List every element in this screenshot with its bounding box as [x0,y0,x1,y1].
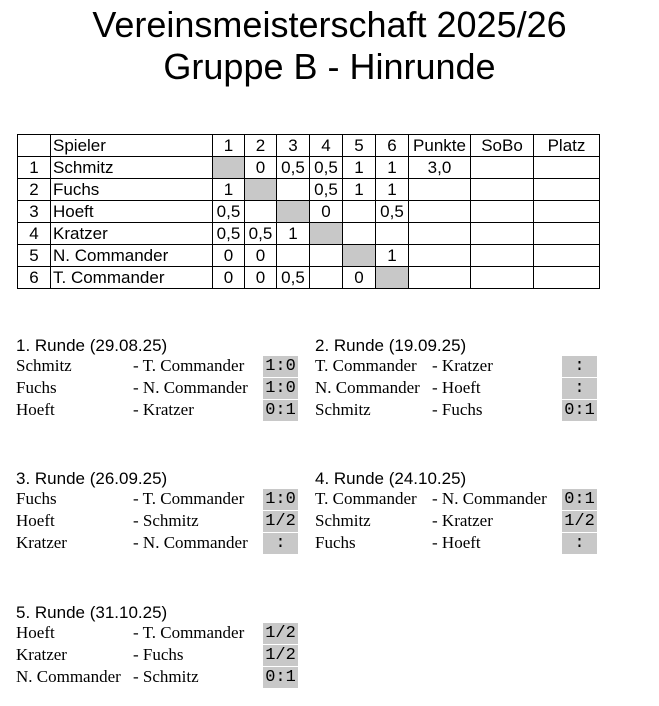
platz-cell [534,157,600,179]
white-player: Kratzer [16,645,67,664]
game-result: 1:0 [263,356,298,377]
table-header-row [18,135,600,157]
result-cell: 0,5 [277,157,310,179]
result-cell: 0 [310,201,343,223]
white-player: T. Commander [315,356,417,375]
game-row [16,377,301,399]
punkte-cell [409,245,471,267]
game-row [315,355,600,377]
result-cell [343,201,376,223]
row-number: 5 [18,245,51,267]
game-row [16,355,301,377]
white-player: Schmitz [315,400,371,419]
result-cell: 0,5 [376,201,409,223]
game-result: 1/2 [562,511,597,532]
result-cell [213,157,245,179]
result-cell [277,201,310,223]
black-player: - Kratzer [432,511,493,530]
punkte-cell [409,267,471,289]
result-cell: 0,5 [310,157,343,179]
game-row [315,377,600,399]
round-title: 2. Runde (19.09.25) [315,336,467,355]
white-player: Hoeft [16,623,55,642]
round-title: 1. Runde (29.08.25) [16,336,168,355]
game-row [16,532,301,554]
header-platz: Platz [534,135,600,157]
black-player: - Kratzer [133,400,194,419]
black-player: - T. Commander [133,489,245,508]
header-punkte: Punkte [409,135,471,157]
header-col-6: 6 [376,135,409,157]
result-cell [376,267,409,289]
black-player: - Fuchs [432,400,483,419]
result-cell: 0,5 [213,223,245,245]
black-player: - N. Commander [133,533,248,552]
sobo-cell [471,157,534,179]
result-cell: 1 [376,179,409,201]
game-row [16,488,301,510]
sobo-cell [471,267,534,289]
page-title: Vereinsmeisterschaft 2025/26 [92,4,567,45]
player-name: N. Commander [51,245,213,267]
row-number: 4 [18,223,51,245]
game-row [315,488,600,510]
game-row [16,510,301,532]
black-player: - Schmitz [133,667,199,686]
platz-cell [534,245,600,267]
result-cell [343,223,376,245]
white-player: Fuchs [16,489,57,508]
row-number: 3 [18,201,51,223]
white-player: Kratzer [16,533,67,552]
game-row [315,510,600,532]
white-player: N. Commander [315,378,420,397]
platz-cell [534,267,600,289]
game-row [315,532,600,554]
result-cell [310,267,343,289]
result-cell [310,223,343,245]
player-name: T. Commander [51,267,213,289]
player-name: Kratzer [51,223,213,245]
game-result: : [562,356,597,377]
result-cell: 0,5 [310,179,343,201]
game-row [16,399,301,421]
round-title: 5. Runde (31.10.25) [16,603,168,622]
result-cell: 1 [213,179,245,201]
row-number: 6 [18,267,51,289]
game-row [16,666,301,688]
sobo-cell [471,223,534,245]
white-player: Fuchs [315,533,356,552]
round-block [16,603,306,695]
sobo-cell [471,245,534,267]
row-number: 2 [18,179,51,201]
result-cell: 1 [376,245,409,267]
game-result: : [562,533,597,554]
player-name: Fuchs [51,179,213,201]
result-cell [310,245,343,267]
punkte-cell [409,223,471,245]
result-cell: 1 [343,157,376,179]
result-cell: 1 [343,179,376,201]
header-corner [18,135,51,157]
result-cell: 0 [213,245,245,267]
sobo-cell [471,179,534,201]
game-result: 1:0 [263,489,298,510]
result-cell: 0,5 [277,267,310,289]
punkte-cell: 3,0 [409,157,471,179]
black-player: - N. Commander [432,489,547,508]
header-sobo: SoBo [471,135,534,157]
player-name: Hoeft [51,201,213,223]
white-player: Hoeft [16,511,55,530]
round-block [315,336,605,428]
game-result: 1/2 [263,511,298,532]
game-row [16,644,301,666]
game-row [315,399,600,421]
table-row [18,179,600,201]
black-player: - N. Commander [133,378,248,397]
result-cell: 0 [213,267,245,289]
table-row [18,223,600,245]
result-cell: 0,5 [213,201,245,223]
round-block [16,336,306,428]
result-cell: 1 [277,223,310,245]
result-cell [245,179,277,201]
game-result: 0:1 [562,400,597,421]
punkte-cell [409,201,471,223]
white-player: Hoeft [16,400,55,419]
header-col-5: 5 [343,135,376,157]
white-player: Fuchs [16,378,57,397]
white-player: N. Commander [16,667,121,686]
result-cell: 1 [376,157,409,179]
header-col-4: 4 [310,135,343,157]
table-row [18,157,600,179]
table-row [18,201,600,223]
round-title: 4. Runde (24.10.25) [315,469,467,488]
black-player: - Schmitz [133,511,199,530]
white-player: Schmitz [16,356,72,375]
black-player: - Hoeft [432,378,481,397]
game-row [16,622,301,644]
player-name: Schmitz [51,157,213,179]
result-cell [343,245,376,267]
white-player: T. Commander [315,489,417,508]
result-cell [245,201,277,223]
round-block [16,469,306,561]
header-spieler: Spieler [51,135,213,157]
white-player: Schmitz [315,511,371,530]
result-cell [277,179,310,201]
page-subtitle: Gruppe B - Hinrunde [163,46,496,87]
black-player: - T. Commander [133,623,245,642]
sobo-cell [471,201,534,223]
platz-cell [534,201,600,223]
result-cell: 0 [245,267,277,289]
result-cell: 0 [343,267,376,289]
result-cell [277,245,310,267]
punkte-cell [409,179,471,201]
row-number: 1 [18,157,51,179]
game-result: 1/2 [263,623,298,644]
platz-cell [534,223,600,245]
game-result: 1/2 [263,645,298,666]
game-result: : [263,533,298,554]
result-cell [376,223,409,245]
table-row [18,267,600,289]
platz-cell [534,179,600,201]
game-result: 1:0 [263,378,298,399]
black-player: - T. Commander [133,356,245,375]
black-player: - Fuchs [133,645,184,664]
table-row [18,245,600,267]
result-cell: 0 [245,157,277,179]
header-col-3: 3 [277,135,310,157]
crosstable [17,134,600,289]
header-col-2: 2 [245,135,277,157]
result-cell: 0 [245,245,277,267]
result-cell: 0,5 [245,223,277,245]
header-col-1: 1 [213,135,245,157]
round-title: 3. Runde (26.09.25) [16,469,168,488]
game-result: 0:1 [263,400,298,421]
black-player: - Hoeft [432,533,481,552]
game-result: 0:1 [263,667,298,688]
black-player: - Kratzer [432,356,493,375]
game-result: 0:1 [562,489,597,510]
game-result: : [562,378,597,399]
round-block [315,469,605,561]
